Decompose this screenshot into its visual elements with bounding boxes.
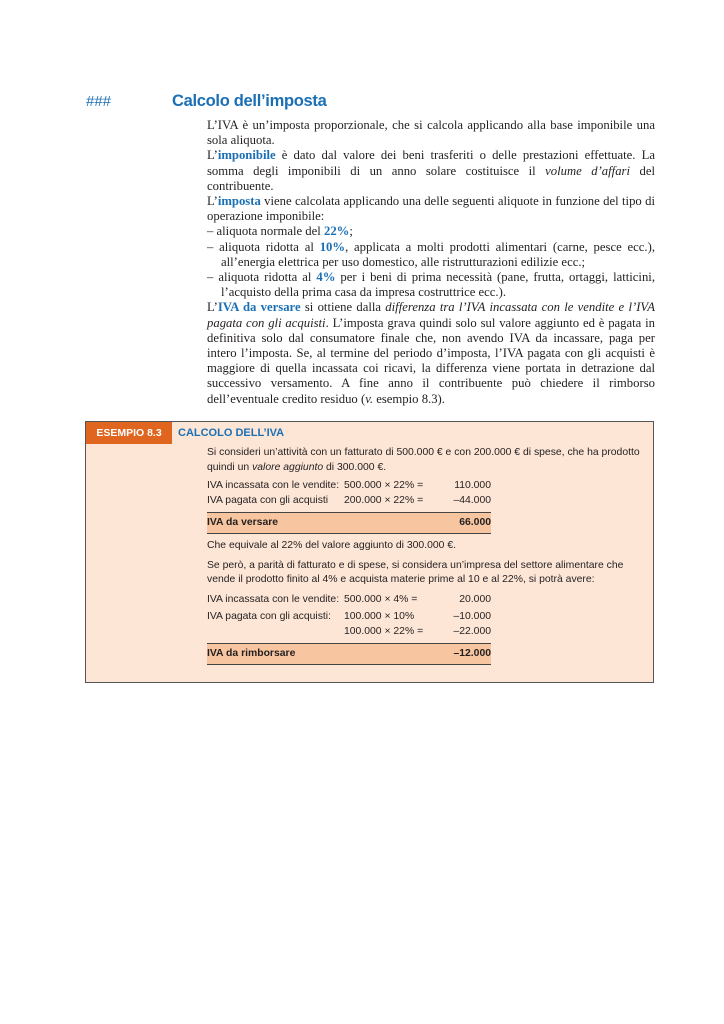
keyword-imponibile: imponibile	[217, 148, 276, 163]
list-item: – aliquota ridotta al 10%, applicata a molti prodotti alimentari (carne, pesce ecc.), all’energia elettrica per uso domestico, alle ristrutturazioni edilizie ecc.;	[207, 239, 655, 269]
body-text	[207, 118, 655, 407]
example-scenario: Se però, a parità di fatturato e di spese, si considera un’impresa del settore alimentare che vende il prodotto finito al 4% e acquista materie prime al 10 e al 22%, si potrà avere:	[207, 559, 624, 585]
table-row: 100.000 × 22% = –22.000	[344, 625, 491, 637]
example-tag: ESEMPIO 8.3	[86, 422, 172, 444]
example-content	[207, 446, 652, 665]
table-row: IVA incassata con le vendite: 500.000 × 4% = 20.000	[207, 593, 491, 605]
table-row: IVA incassata con le vendite: 500.000 × 22% = 110.000	[207, 480, 491, 491]
keyword-iva-da-versare: IVA da versare	[217, 300, 301, 315]
total-row-versare: IVA da versare 66.000	[207, 512, 491, 534]
example-title: CALCOLO DELL’IVA	[178, 427, 285, 439]
paragraph-imponibile: L’imponibile è dato dal valore dei beni trasferiti o delle prestazioni effettuate. La somma degli imponibili di un anno solare costituisce il volume d’affari del contribuente.	[207, 148, 655, 193]
total-row-rimborsare: IVA da rimborsare –12.000	[207, 643, 491, 665]
section-number: ###	[86, 93, 112, 110]
keyword-imposta: imposta	[217, 194, 261, 209]
example-box	[85, 421, 654, 683]
paragraph-intro: L’IVA è un’imposta proporzionale, che si calcola applicando alla base imponibile una sola aliquota.	[207, 118, 655, 148]
table-row: IVA pagata con gli acquisti: 100.000 × 10% –10.000	[207, 611, 491, 622]
list-item: – aliquota normale del 22%;	[207, 224, 353, 239]
example-intro: Si consideri un’attività con un fatturato di 500.000 € e con 200.000 € di spese, che ha prodotto quindi un valore aggiunto di 300.000 €.	[207, 447, 640, 473]
example-note: Che equivale al 22% del valore aggiunto di 300.000 €.	[207, 540, 456, 551]
paragraph-iva-da-versare: L’IVA da versare si ottiene dalla differenza tra l’IVA incassata con le vendite e l’IVA pagata con gli acquisti. L’imposta grava quindi solo sul valore aggiunto ed è pagata in definitiva solo dal consumatore finale che, non avendo IVA da incassare, paga per intero l’imposta. Se, al termine del periodo d’imposta, l’IVA pagata con gli acquisti è maggiore di quella incassata coi ricavi, la differenza viene portata in detrazione dal successivo versamento. A fine anno il contribuente può chiedere il rimborso dell’eventuale credito residuo (v. esempio 8.3).	[207, 300, 655, 406]
section-title: Calcolo dell’imposta	[172, 92, 327, 110]
list-item: – aliquota ridotta al 4% per i beni di prima necessità (pane, frutta, ortaggi, latticini, l’acquisto della prima casa da impresa costruttrice ecc.).	[207, 270, 656, 300]
table-row: IVA pagata con gli acquisti 200.000 × 22% = –44.000	[207, 494, 491, 506]
paragraph-imposta: L’imposta viene calcolata applicando una delle seguenti aliquote in funzione del tipo di operazione imponibile:	[207, 194, 655, 224]
